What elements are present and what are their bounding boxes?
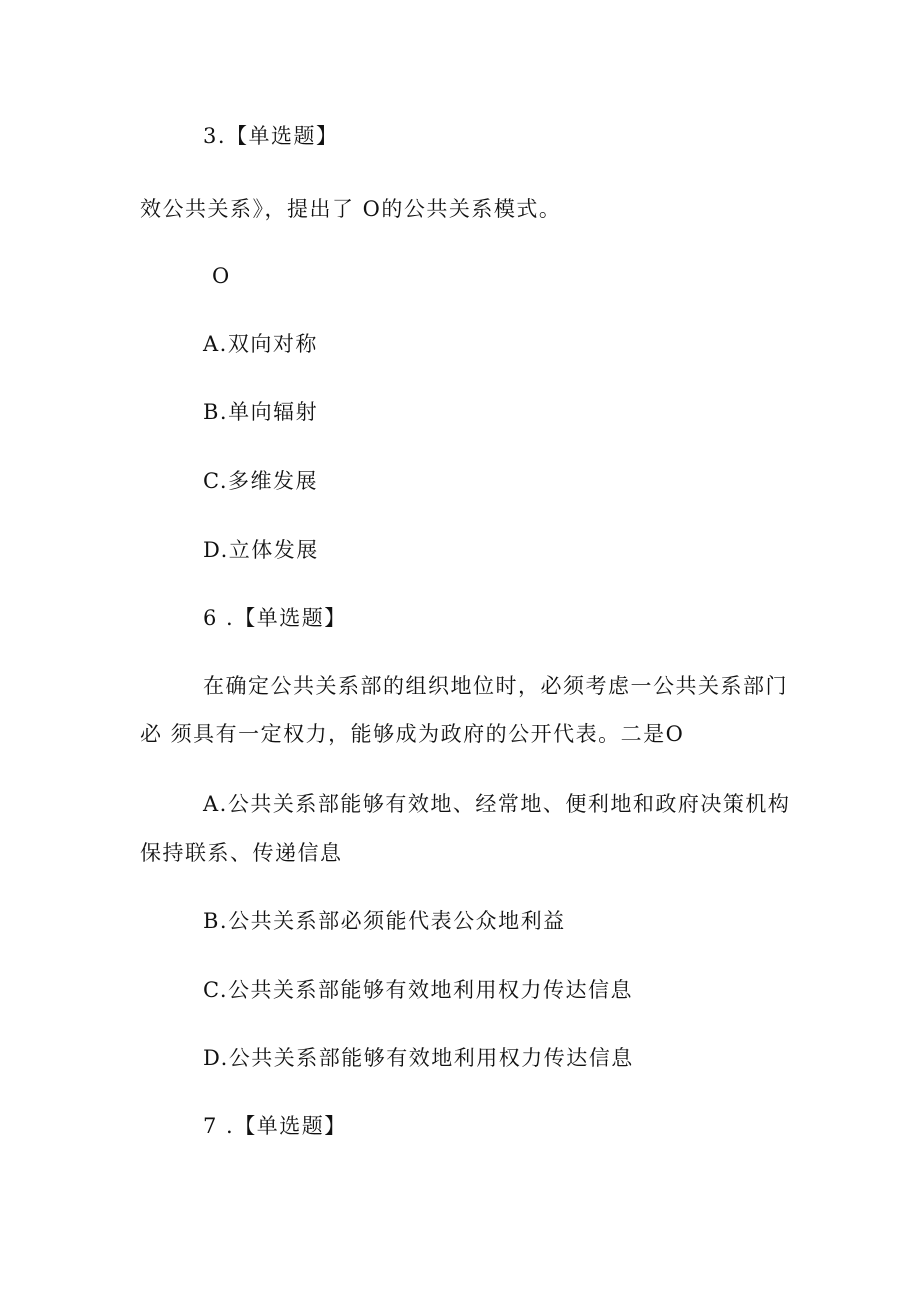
q6-option-a-line2: 保持联系、传递信息: [140, 841, 343, 865]
q6-number: 6 .【单选题】: [203, 606, 347, 630]
q3-option-b: B.单向辐射: [203, 400, 319, 424]
q3-number: 3.【单选题】: [203, 124, 339, 148]
q3-blank: O: [212, 264, 231, 288]
q6-option-d: D.公共关系部能够有效地利用权力传达信息: [203, 1046, 634, 1070]
q6-option-a-line1: A.公共关系部能够有效地、经常地、便利地和政府决策机构: [203, 792, 791, 816]
q6-option-b: B.公共关系部必须能代表公众地利益: [203, 909, 566, 933]
q3-stem: 效公共关系》，提出了 O的公共关系模式。: [140, 197, 562, 221]
q3-option-c: C.多维发展: [203, 469, 318, 493]
q6-stem-line1: 在确定公共关系部的组织地位时，必须考虑一公共关系部门: [203, 674, 788, 698]
q7-number: 7 .【单选题】: [203, 1114, 347, 1138]
q6-option-c: C.公共关系部能够有效地利用权力传达信息: [203, 978, 633, 1002]
q6-stem-line2: 必 须具有一定权力，能够成为政府的公开代表。二是O: [140, 722, 685, 746]
q3-option-a: A.双向对称: [203, 332, 318, 356]
q3-option-d: D.立体发展: [203, 538, 319, 562]
